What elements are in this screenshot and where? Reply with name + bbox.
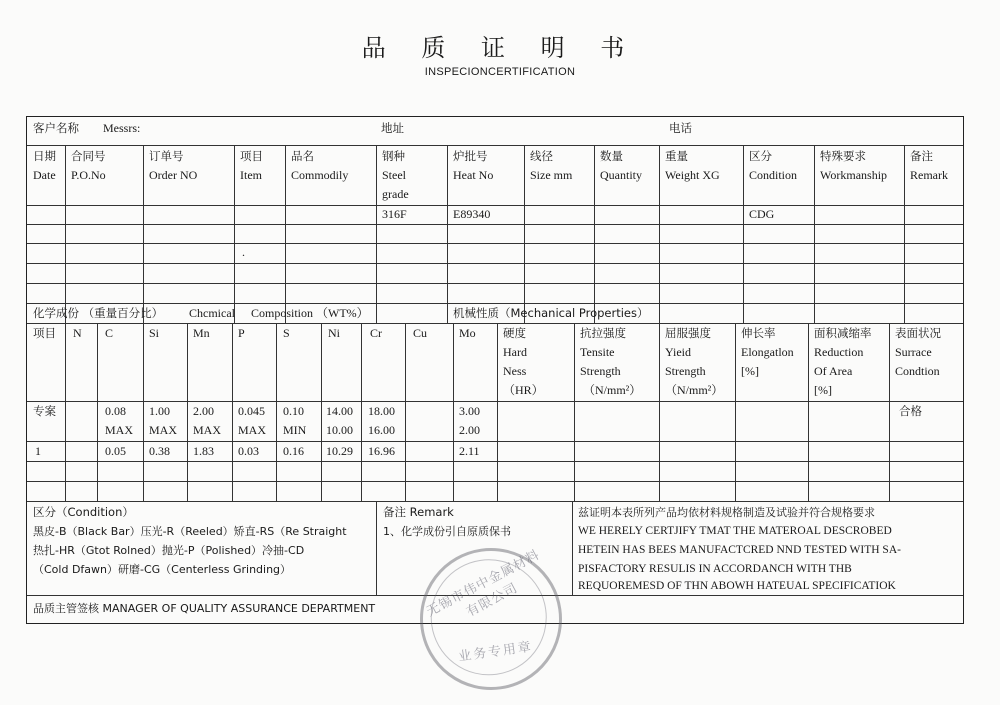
col-divider	[285, 145, 286, 323]
col-header-steel-en: Steel	[382, 168, 406, 182]
spec-row-label: 专案	[33, 404, 56, 418]
col-divider	[447, 145, 448, 323]
col-divider	[889, 323, 890, 501]
manager-signoff: 品质主管签核 MANAGER OF QUALITY ASSURANCE DEPARTMENT	[33, 602, 376, 615]
col-header-commodity: 品名	[291, 149, 314, 163]
col-divider	[143, 323, 144, 501]
chem-col-cu: Cu	[413, 326, 428, 340]
result-cr: 16.96	[368, 444, 395, 458]
statement-en3: PISFACTORY RESULIS IN ACCORDANCH WITH THB	[578, 563, 852, 575]
result-row-label: 1	[35, 444, 41, 458]
spec-mo-min: 2.00	[459, 423, 480, 437]
mech-col-tensile: 抗拉强度	[580, 326, 626, 340]
mech-col-yield: 屈服强度	[665, 326, 711, 340]
spec-surface-value: 合格	[899, 404, 922, 418]
col-divider	[659, 145, 660, 323]
mech-col-surface-l3: Condtion	[895, 364, 940, 378]
spec-mn-value: 2.00	[193, 404, 214, 418]
mech-col-surface-l2: Surrace	[895, 345, 932, 359]
col-divider	[65, 145, 66, 323]
col-header-condition: 区分	[749, 149, 772, 163]
col-header-heat-en: Heat No	[453, 168, 494, 182]
col-header-po: 合同号	[71, 149, 106, 163]
chem-col-ni: Ni	[328, 326, 340, 340]
col-header-po-en: P.O.No	[71, 168, 106, 182]
col-divider	[361, 323, 362, 501]
mech-col-elongation-l3: [%]	[741, 364, 759, 378]
chem-header-en1: Chcmical	[189, 306, 235, 320]
col-header-size: 线径	[530, 149, 553, 163]
mech-col-reduction-l4: [%]	[814, 383, 832, 397]
mech-col-yield-l2: Yieid	[665, 345, 691, 359]
chem-header-en2: Composition （WT%）	[251, 306, 369, 320]
chem-col-cr: Cr	[370, 326, 382, 340]
result-mo: 2.11	[459, 444, 480, 458]
col-header-weight-en: Weight XG	[665, 168, 720, 182]
mech-col-reduction-l3: Of Area	[814, 364, 853, 378]
col-divider	[232, 323, 233, 501]
mech-col-elongation-l2: Elongatlon	[741, 345, 794, 359]
col-header-order-en: Order NO	[149, 168, 198, 182]
col-header-weight: 重量	[665, 149, 688, 163]
condition-value: CDG	[749, 207, 775, 221]
col-divider	[594, 145, 595, 323]
col-divider	[376, 501, 377, 595]
mech-col-hardness: 硬度	[503, 326, 526, 340]
col-header-date: 日期	[33, 149, 56, 163]
chem-col-n: N	[73, 326, 82, 340]
col-header-heat: 炉批号	[453, 149, 488, 163]
spec-c-value: 0.08	[105, 404, 126, 418]
col-divider	[65, 323, 66, 501]
row-divider	[27, 224, 963, 225]
heat-no-value: E89340	[453, 207, 491, 221]
col-header-steel-en2: grade	[382, 187, 409, 201]
mech-col-tensile-l2: Tensite	[580, 345, 615, 359]
statement-zh: 兹证明本表所列产品均依材料规格制造及试验并符合规格要求	[578, 506, 875, 519]
col-divider	[808, 323, 809, 501]
spec-si-value: 1.00	[149, 404, 170, 418]
spec-p-value: 0.045	[238, 404, 265, 418]
mech-col-hardness-l2: Hard	[503, 345, 527, 359]
col-divider	[497, 323, 498, 501]
chem-col-si: Si	[149, 326, 160, 340]
row-divider	[27, 481, 963, 482]
spec-si-qualifier: MAX	[149, 423, 178, 437]
col-divider	[453, 323, 454, 501]
col-divider	[814, 145, 815, 323]
result-p: 0.03	[238, 444, 259, 458]
spec-s-value: 0.10	[283, 404, 304, 418]
mech-col-reduction-l2: Reduction	[814, 345, 864, 359]
col-header-workmanship: 特殊要求	[820, 149, 866, 163]
statement-en4: REQUOREMESD OF THN ABOWH HATEUAL SPECIFICATIOK	[578, 580, 896, 592]
col-header-item: 项目	[240, 149, 263, 163]
condition-box-line2: 热扎-HR（Gtot Rolned）抛光-P（Polished）冷抽-CD	[33, 544, 305, 557]
col-header-remark-en: Remark	[910, 168, 948, 182]
col-divider	[904, 145, 905, 323]
mech-col-elongation: 伸长率	[741, 326, 776, 340]
col-header-workmanship-en: Workmanship	[820, 168, 888, 182]
result-si: 0.38	[149, 444, 170, 458]
col-header-quantity: 数量	[600, 149, 623, 163]
col-divider	[321, 323, 322, 501]
spec-cr-max: 18.00	[368, 404, 395, 418]
col-divider	[659, 323, 660, 501]
col-divider	[187, 323, 188, 501]
col-divider	[376, 145, 377, 323]
spec-p-qualifier: MAX	[238, 423, 267, 437]
spec-c-qualifier: MAX	[105, 423, 134, 437]
col-header-condition-en: Condition	[749, 168, 798, 182]
condition-box-line1: 黑皮-B（Black Bar）压光-R（Reeled）矫直-RS（Re Straight	[33, 525, 347, 538]
col-divider	[574, 323, 575, 501]
result-ni: 10.29	[326, 444, 353, 458]
col-header-remark: 备注	[910, 149, 933, 163]
mech-col-hardness-l3: Ness	[503, 364, 527, 378]
chem-col-mn: Mn	[193, 326, 210, 340]
spec-s-qualifier: MIN	[283, 423, 307, 437]
chem-col-p: P	[238, 326, 245, 340]
row-divider	[27, 461, 963, 462]
spec-ni-max: 14.00	[326, 404, 353, 418]
address-label: 地址	[381, 121, 404, 135]
stray-dot: .	[242, 245, 245, 259]
certificate-title: 品 质 证 明 书	[361, 34, 639, 62]
col-header-quantity-en: Quantity	[600, 168, 642, 182]
spec-cr-min: 16.00	[368, 423, 395, 437]
seal-subtext: 业务专用章	[457, 639, 534, 665]
col-divider	[735, 323, 736, 501]
col-divider	[143, 145, 144, 323]
mech-col-reduction: 面积减缩率	[814, 326, 872, 340]
col-divider	[524, 145, 525, 323]
mech-header: 机械性质（Mechanical Properties）	[453, 306, 649, 320]
col-divider	[447, 303, 448, 323]
col-header-order: 订单号	[149, 149, 184, 163]
col-divider	[405, 323, 406, 501]
row-divider	[27, 283, 963, 284]
col-divider	[97, 323, 98, 501]
spec-ni-min: 10.00	[326, 423, 353, 437]
condition-box-line3: （Cold Dfawn）研磨-CG（Centerless Grinding）	[33, 563, 292, 576]
col-divider	[572, 501, 573, 595]
row-divider	[27, 205, 963, 206]
mech-col-yield-l3: Strength	[665, 364, 706, 378]
seal-text: 无锡市伟中金属材料有限公司	[424, 547, 543, 621]
result-s: 0.16	[283, 444, 304, 458]
mech-col-yield-l4: （N/mm²）	[665, 383, 724, 397]
chem-col-item: 项目	[33, 326, 56, 340]
remark-box-line1: 1、化学成份引自原质保书	[383, 525, 511, 538]
col-header-date-en: Date	[33, 168, 56, 182]
chem-col-c: C	[105, 326, 114, 340]
spec-mo-max: 3.00	[459, 404, 480, 418]
chem-col-s: S	[283, 326, 290, 340]
col-divider	[743, 145, 744, 323]
spec-mn-qualifier: MAX	[193, 423, 222, 437]
remark-box-title: 备注 Remark	[383, 505, 454, 519]
mech-col-tensile-l4: （N/mm²）	[583, 383, 642, 397]
result-c: 0.05	[105, 444, 126, 458]
row-divider	[27, 501, 963, 502]
row-divider	[27, 145, 963, 146]
customer-label: 客户名称	[33, 121, 79, 135]
mech-col-hardness-l4: （HR）	[503, 383, 544, 397]
statement-en1: WE HERELY CERTJIFY TMAT THE MATEROAL DESCROBED	[578, 525, 892, 537]
certificate-subtitle: INSPECIONCERTIFICATION	[424, 66, 576, 78]
phone-label: 电话	[669, 121, 692, 135]
col-header-size-en: Size mm	[530, 168, 573, 182]
chem-header-zh: 化学成份 （重量百分比）	[33, 306, 164, 320]
steel-grade-value: 316F	[382, 207, 407, 221]
col-header-commodity-en: Commodily	[291, 168, 349, 182]
col-header-steel: 钢种	[382, 149, 405, 163]
result-mn: 1.83	[193, 444, 214, 458]
col-divider	[276, 323, 277, 501]
row-divider	[27, 243, 963, 244]
mech-col-tensile-l3: Strength	[580, 364, 621, 378]
row-divider	[27, 263, 963, 264]
statement-en2: HETEIN HAS BEES MANUFACTCRED NND TESTED WITH SA-	[578, 544, 901, 556]
chem-col-mo: Mo	[459, 326, 476, 340]
customer-messrs-label: Messrs:	[103, 121, 141, 135]
mech-col-surface: 表面状况	[895, 326, 941, 340]
condition-box-title: 区分（Condition）	[33, 505, 134, 519]
col-header-item-en: Item	[240, 168, 262, 182]
col-divider	[234, 145, 235, 323]
